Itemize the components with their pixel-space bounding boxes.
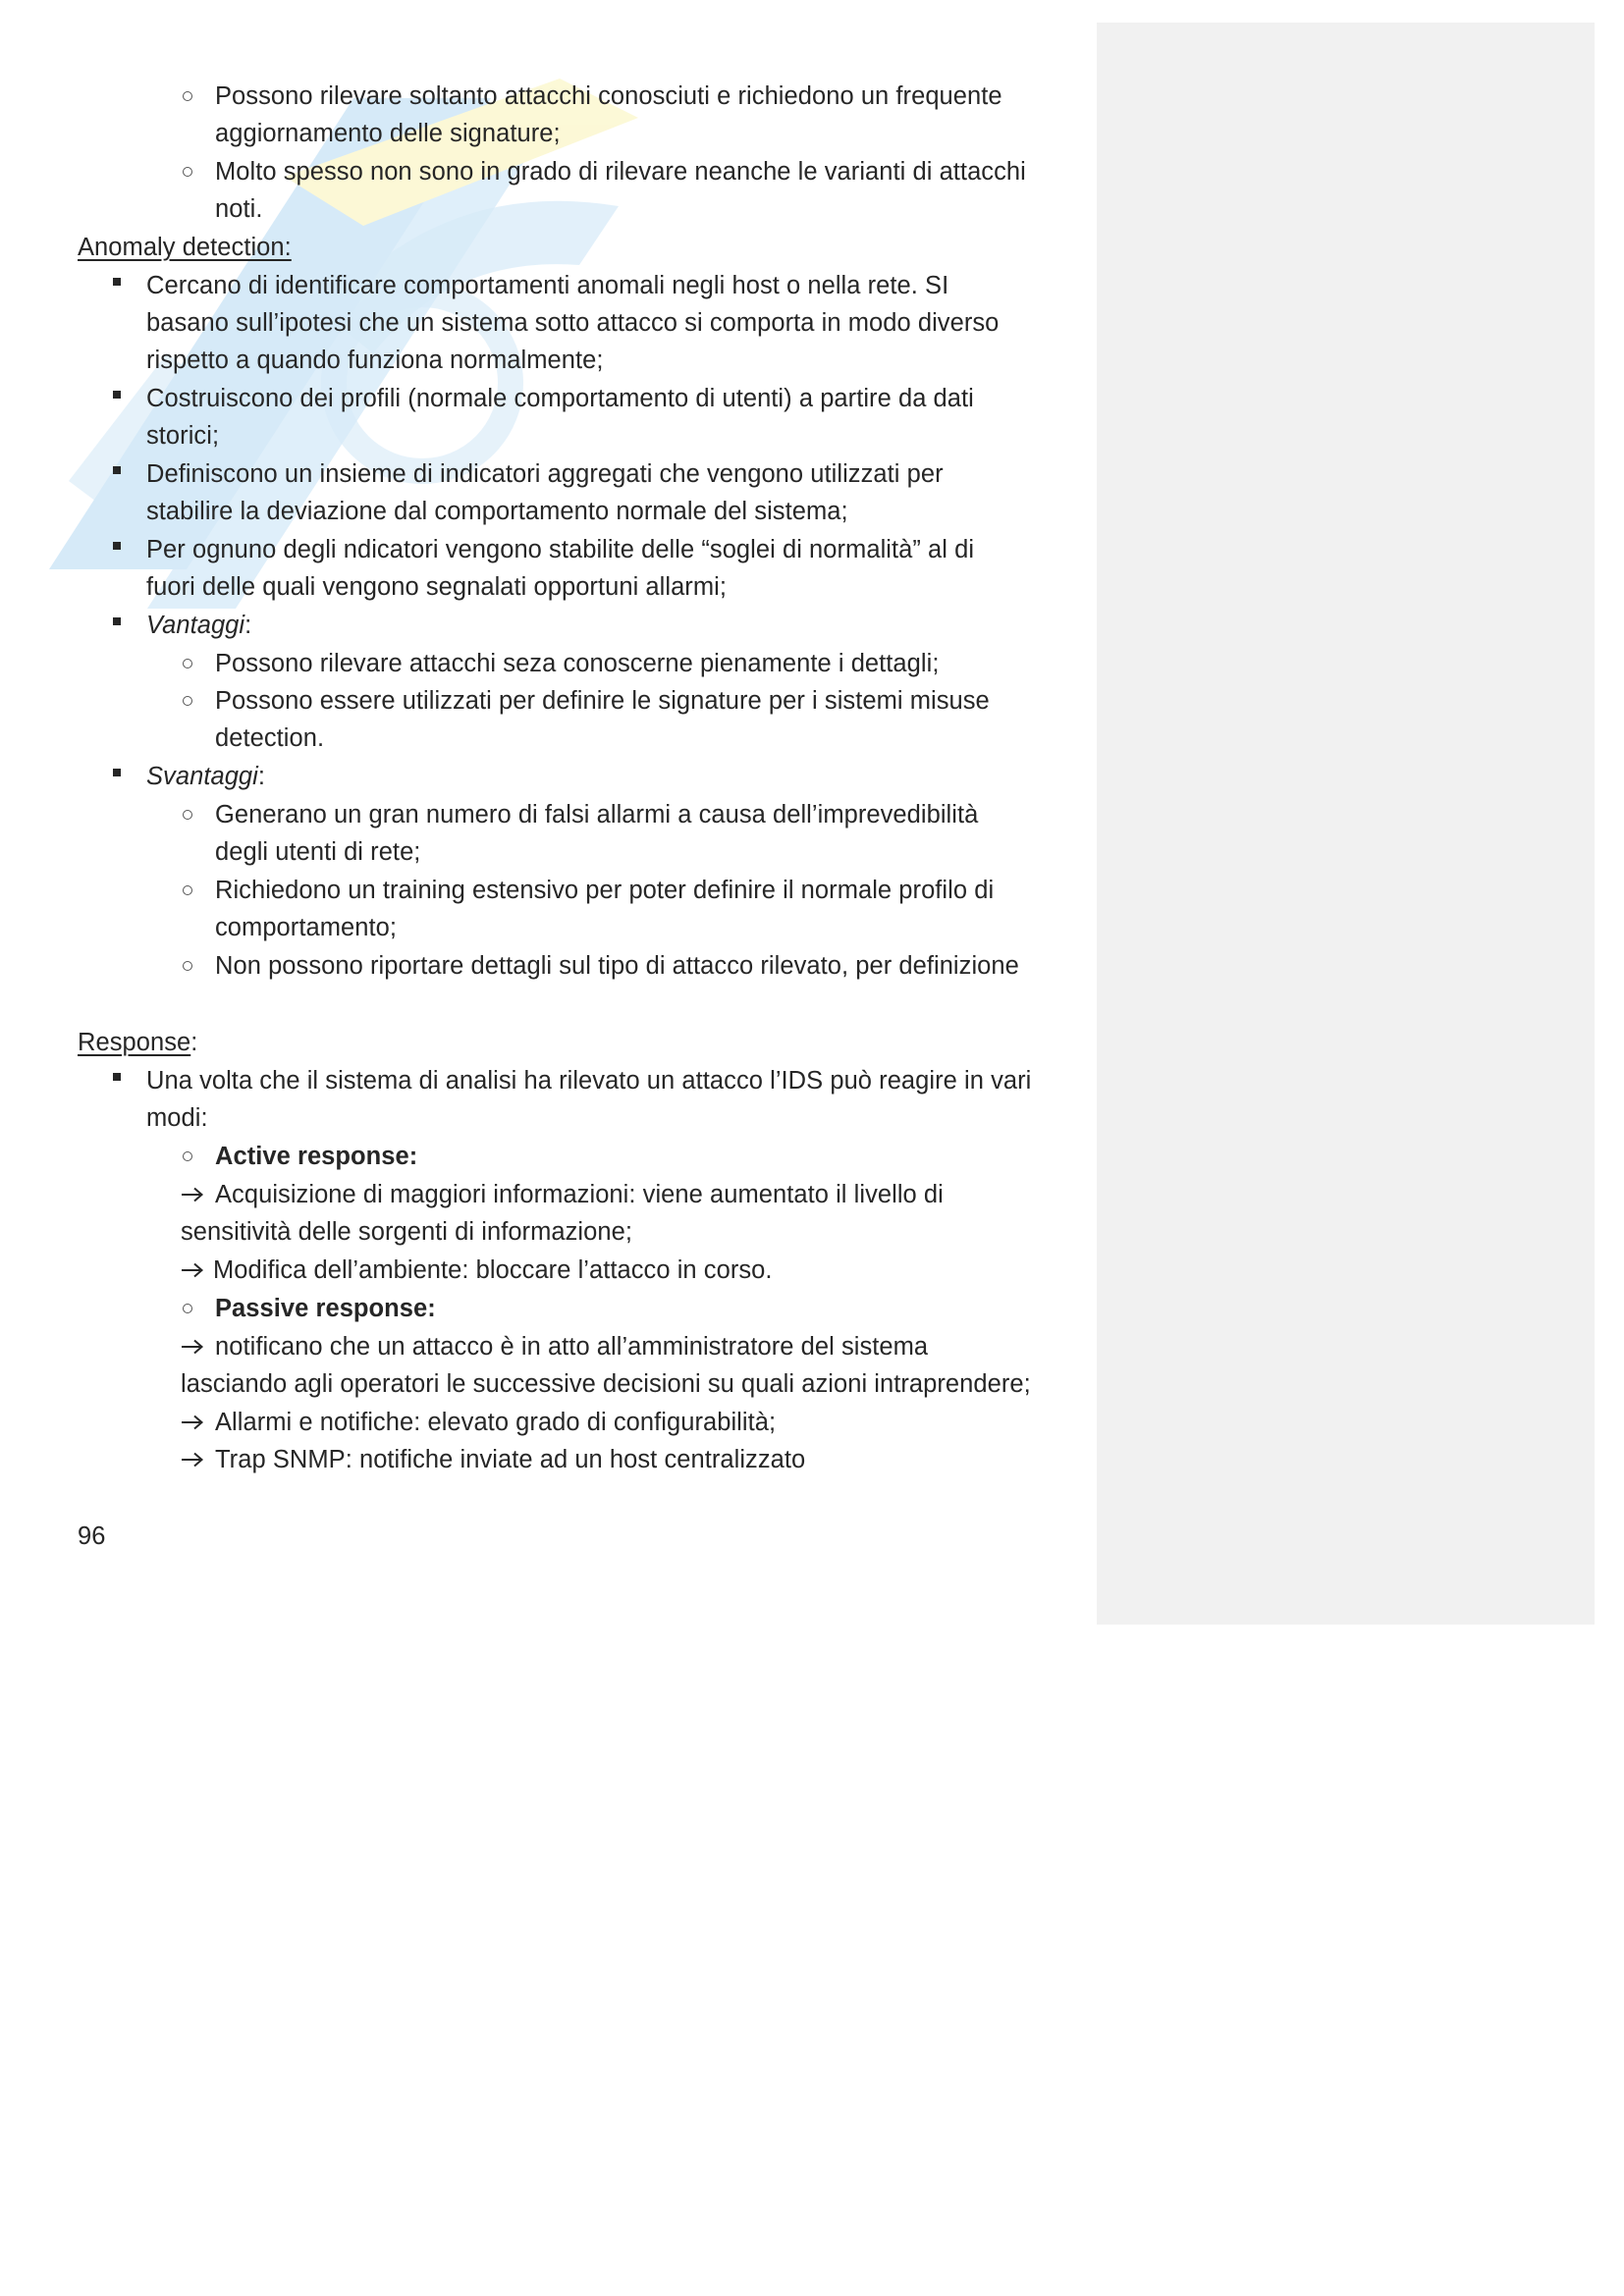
list-item-continuation: comportamento; (215, 914, 397, 941)
disadvantages-label-text: Svantaggi (146, 763, 258, 790)
list-item-continuation: rispetto a quando funziona normalmente; (146, 347, 604, 374)
list-item: Possono rilevare soltanto attacchi conosciuti e richiedono un frequente (215, 82, 1002, 110)
square-bullet-icon (113, 278, 121, 286)
arrow-right-icon (181, 1415, 204, 1430)
label-colon: : (257, 763, 266, 790)
section-heading-response (78, 1024, 197, 1061)
response-detail: Acquisizione di maggiori informazioni: viene aumentato il livello di (215, 1181, 944, 1208)
square-bullet-icon (113, 1073, 121, 1081)
response-heading-text: Response (78, 1029, 191, 1056)
label-colon: : (190, 1029, 198, 1056)
list-item-continuation: stabilire la deviazione dal comportamento normale del sistema; (146, 498, 848, 525)
label-colon: : (244, 612, 252, 639)
circle-bullet-icon (183, 885, 192, 895)
response-detail: Trap SNMP: notifiche inviate ad un host centralizzato (215, 1446, 806, 1473)
list-item: Molto spesso non sono in grado di rilevare neanche le varianti di attacchi (215, 158, 1026, 186)
list-item-continuation: aggiornamento delle signature; (215, 120, 561, 147)
advantages-label-text: Vantaggi (146, 612, 245, 639)
response-detail: notificano che un attacco è in atto all’amministratore del sistema (215, 1333, 929, 1361)
list-item: Non possono riportare dettagli sul tipo di attacco rilevato, per definizione (215, 952, 1019, 980)
arrow-right-icon (181, 1262, 204, 1278)
list-item: Costruiscono dei profili (normale comportamento di utenti) a partire da dati (146, 385, 974, 412)
square-bullet-icon (113, 769, 121, 776)
square-bullet-icon (113, 466, 121, 474)
list-item: Definiscono un insieme di indicatori aggregati che vengono utilizzati per (146, 460, 944, 488)
page-number: 96 (78, 1522, 106, 1550)
list-item: Cercano di identificare comportamenti anomali negli host o nella rete. SI (146, 272, 949, 299)
list-item: Richiedono un training estensivo per poter definire il normale profilo di (215, 877, 995, 904)
list-item: Possono essere utilizzati per definire le signature per i sistemi misuse (215, 687, 990, 715)
circle-bullet-icon (183, 961, 192, 971)
arrow-right-icon (181, 1452, 204, 1468)
passive-response-label: Passive response: (215, 1295, 436, 1322)
active-response-label: Active response: (215, 1143, 418, 1170)
list-item: Generano un gran numero di falsi allarmi a causa dell’imprevedibilità (215, 801, 979, 828)
list-item-continuation: noti. (215, 195, 263, 223)
response-detail-continuation: lasciando agli operatori le successive decisioni su quali azioni intraprendere; (181, 1370, 1031, 1398)
circle-bullet-icon (183, 696, 192, 706)
list-item-continuation: degli utenti di rete; (215, 838, 421, 866)
response-detail: Modifica dell’ambiente: bloccare l’attacco in corso. (213, 1256, 773, 1284)
circle-bullet-icon (183, 659, 192, 668)
arrow-right-icon (181, 1339, 204, 1355)
list-item-continuation: storici; (146, 422, 220, 450)
list-item-continuation: detection. (215, 724, 325, 752)
arrow-right-icon (181, 1187, 204, 1202)
circle-bullet-icon (183, 1151, 192, 1161)
list-item: Possono rilevare attacchi seza conoscerne pienamente i dettagli; (215, 650, 940, 677)
square-bullet-icon (113, 391, 121, 399)
response-detail-continuation: sensitività delle sorgenti di informazione; (181, 1218, 632, 1246)
disadvantages-label (146, 758, 265, 795)
circle-bullet-icon (183, 810, 192, 820)
advantages-label (146, 607, 251, 644)
list-item-continuation: basano sull’ipotesi che un sistema sotto attacco si comporta in modo diverso (146, 309, 1000, 337)
circle-bullet-icon (183, 1304, 192, 1313)
circle-bullet-icon (183, 167, 192, 177)
square-bullet-icon (113, 617, 121, 625)
list-item-continuation: fuori delle quali vengono segnalati opportuni allarmi; (146, 573, 727, 601)
list-item: Una volta che il sistema di analisi ha rilevato un attacco l’IDS può reagire in vari (146, 1067, 1032, 1095)
list-item: Per ognuno degli ndicatori vengono stabilite delle “soglei di normalità” al di (146, 536, 975, 563)
section-heading-anomaly: Anomaly detection: (78, 234, 292, 261)
list-item-continuation: modi: (146, 1104, 208, 1132)
response-detail: Allarmi e notifiche: elevato grado di configurabilità; (215, 1409, 777, 1436)
square-bullet-icon (113, 542, 121, 550)
circle-bullet-icon (183, 91, 192, 101)
